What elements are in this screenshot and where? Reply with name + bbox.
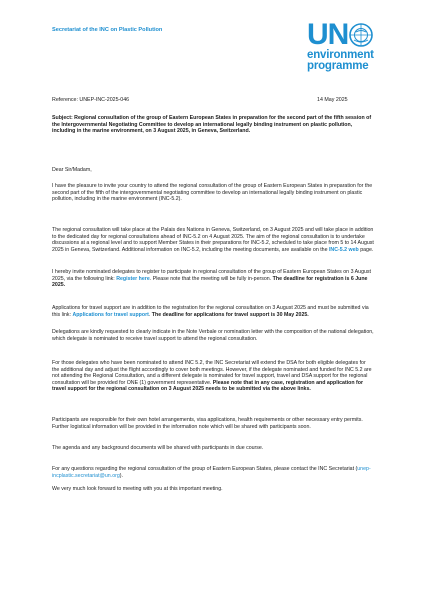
- travel-support-link[interactable]: Applications for travel support: [72, 311, 149, 318]
- subject-line: Subject: Regional consultation of the group of Eastern European States in preparation for the second part of the fifth session of the Intergovernmental Negotiating Committee to develop an international legally binding instrument on plastic pollution, including in the marine environment, on 3 August 2025, in Geneva, Switzerland.: [52, 115, 372, 135]
- secretariat-email-link[interactable]: unep-incplastic.secretariat@un.org: [52, 466, 371, 479]
- unep-logo: [307, 18, 387, 72]
- paragraph-venue-text: The regional consultation will take place at the Palais des Nations in Geneva, Switzerland, on 3 August 2025 and will take place in addition to the dedicated day for regional consultations ahead of INC-5.2 on 4 August 2025. The aim of the regional consultation is to undertake discussions at a regional level and to support Member States in their preparations for INC-5.2, scheduled to take place from 5 to 14 August 2025 in Geneva, Switzerland. Additional information on INC-5.2, including the meeting documents, are available on the: [52, 227, 374, 253]
- paragraph-registration-after: . Please note that the meeting will be fully in-person.: [149, 275, 273, 282]
- paragraph-contact-after: ).: [119, 472, 123, 479]
- paragraph-registration: [52, 269, 374, 289]
- paragraph-logistics: Participants are responsible for their own hotel arrangements, visa applications, health requirements or other necessary entry permits. Further logistical information will be provided in the information note which will be shared with participants soon.: [52, 417, 363, 430]
- paragraph-registration-text: I hereby invite nominated delegates to register to participate in regional consultation of the group of Eastern European States on 3 August 2025, via the following link:: [52, 269, 371, 282]
- logo-letter-u: U: [307, 18, 328, 51]
- letter-date: 14 May 2025: [317, 97, 348, 103]
- logo-programme-text: programme: [307, 60, 369, 72]
- paragraph-travel-text: Applications for travel support are in addition to the registration for the regional consultation on 3 August 2025 and must be submitted via this link:: [52, 305, 369, 318]
- paragraph-dsa-note: Please note that in any case, registration and application for travel support for the regional consultation on 3 August 2025 needs to be submitted via the above links.: [52, 379, 364, 392]
- header-organization: Secretariat of the INC on Plastic Pollution: [52, 27, 163, 33]
- paragraph-agenda: The agenda and any background documents will be shared with participants in due course.: [52, 445, 264, 451]
- travel-deadline: The deadline for applications for travel support is 30 May 2025.: [151, 311, 309, 318]
- un-emblem-icon: [349, 23, 373, 47]
- paragraph-dsa-text: For those delegates who have been nominated to attend INC 5.2, the INC Secretariat will extend the DSA for both eligible delegates for the additional day and adjust the flight accordingly to cover both meetings. However, if the delegate nominated and funded for INC 5.2 are not attending the Regional Consultation, and a different delegate is nominated for travel support, travel and DSA support for the regional consultation will be provided for ONE (1) government representative.: [52, 360, 372, 386]
- paragraph-travel-after: .: [148, 311, 152, 318]
- paragraph-dsa: [52, 360, 374, 393]
- paragraph-venue: [52, 227, 374, 253]
- paragraph-contact-text: For any questions regarding the regional consultation of the group of Eastern European States, please contact the INC Secretariat (: [52, 466, 358, 472]
- paragraph-invitation: I have the pleasure to invite your country to attend the regional consultation of the group of Eastern European States in preparation for the second part of the fifth of the intergovernmental negotiating committee to develop an international legally binding instrument on plastic pollution, including in the marine environment (INC-5.2).: [52, 183, 373, 202]
- paragraph-contact: [52, 466, 374, 479]
- register-here-link[interactable]: Register here: [116, 275, 150, 282]
- paragraph-travel-support: [52, 305, 374, 318]
- paragraph-delegations: Delegations are kindly requested to clearly indicate in the Note Verbale or nomination letter with the composition of the national delegation, which delegate is nominated to receive travel support to attend the regional consultation.: [52, 329, 374, 342]
- inc-web-link[interactable]: INC-5.2 web: [328, 246, 359, 253]
- logo-environment-text: environment: [307, 49, 374, 61]
- paragraph-venue-after: page.: [358, 246, 374, 253]
- logo-letter-n: N: [327, 18, 349, 51]
- registration-deadline: The deadline for registration is 6 June 2025.: [52, 275, 368, 288]
- reference-number: Reference: UNEP-INC-2025-046: [52, 97, 130, 103]
- paragraph-closing: We very much look forward to meeting with you at this important meeting.: [52, 486, 223, 492]
- salutation: Dear Sir/Madam,: [52, 167, 92, 173]
